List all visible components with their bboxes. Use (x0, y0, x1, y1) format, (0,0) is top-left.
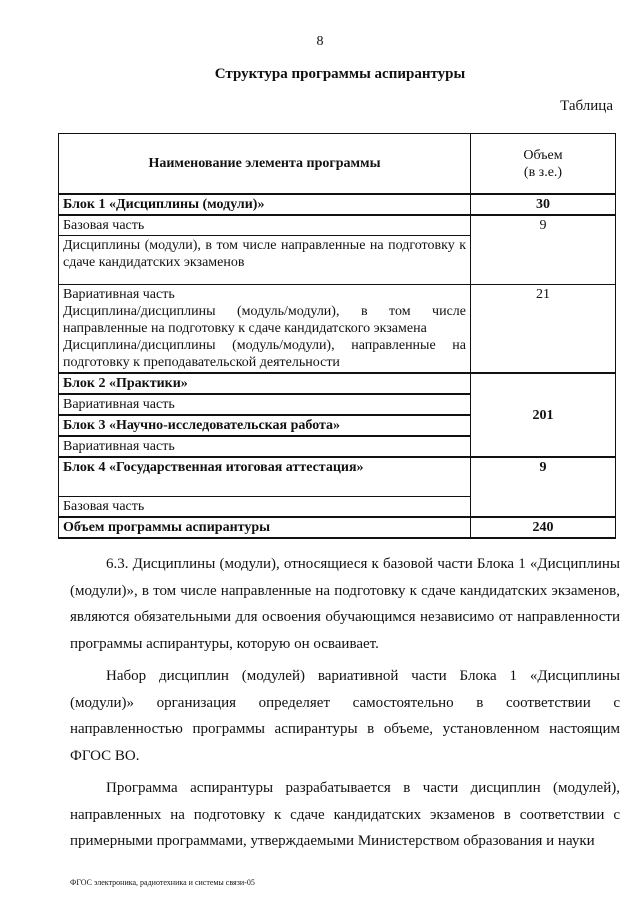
block1-variative-part: Вариативная часть (63, 287, 175, 302)
table-header-row (59, 134, 616, 195)
page-number: 8 (316, 34, 324, 49)
paragraph-6-3: 6.3. Дисциплины (модули), относящиеся к базовой части Блока 1 «Дисциплины (модули)», в том числе направленные на подготовку к сдаче кандидатских экзаменов, являются обязательными для освоения обучающимся независимо от направленности программы аспирантуры, которую он осваивает. (70, 556, 620, 652)
block1-row (59, 194, 616, 215)
block2-title: Блок 2 «Практики» (59, 373, 471, 394)
block3-variative-part: Вариативная часть (59, 436, 471, 457)
block4-base-part: Базовая часть (59, 497, 471, 518)
header-name-cell: Наименование элемента программы (59, 134, 471, 195)
block1-title: Блок 1 «Дисциплины (модули)» (59, 194, 471, 215)
block1-base-disciplines: Дисциплины (модули), в том числе направленные на подготовку к сдаче кандидатских экзаменов (59, 236, 471, 285)
block2-variative-part: Вариативная часть (59, 394, 471, 415)
block3-title: Блок 3 «Научно-исследовательская работа» (59, 415, 471, 436)
block1-base-part: Базовая часть (59, 215, 471, 236)
block1-base-row (59, 215, 616, 236)
paragraph-variative: Набор дисциплин (модулей) вариативной части Блока 1 «Дисциплины (модули)» организация определяет самостоятельно в соответствии с направленностью программы аспирантуры в объеме, установленном настоящим ФГОС ВО. (70, 668, 620, 764)
block1-variative-row (59, 285, 616, 374)
header-volume-cell (471, 134, 616, 195)
program-structure-table (58, 133, 616, 539)
document-title: Структура программы аспирантуры (214, 66, 466, 82)
total-volume: 240 (471, 517, 616, 538)
header-volume-line2: (в з.е.) (523, 164, 563, 180)
block2-row (59, 373, 616, 394)
table-caption: Таблица (560, 98, 613, 114)
total-row (59, 517, 616, 538)
block1-volume: 30 (471, 194, 616, 215)
blocks23-volume: 201 (471, 373, 616, 457)
total-label: Объем программы аспирантуры (59, 517, 471, 538)
block4-volume: 9 (471, 457, 616, 517)
page-footer: ФГОС электроника, радиотехника и системы связи-05 (70, 878, 255, 887)
paragraph-program: Программа аспирантуры разрабатывается в части дисциплин (модулей), направленных на подготовку к сдаче кандидатских экзаменов в соответствии с примерными программами, утверждаемыми Министерством образования и науки (70, 780, 620, 849)
block1-base-volume: 9 (471, 215, 616, 285)
block1-variative-line1: Дисциплина/дисциплины (модуль/модули), в том числе направленные на подготовку к сдаче кандидатского экзамена (63, 304, 466, 336)
block1-variative-cell (59, 285, 471, 374)
body-text (70, 551, 620, 861)
block4-title: Блок 4 «Государственная итоговая аттестация» (59, 457, 471, 497)
block1-variative-line2: Дисциплина/дисциплины (модуль/модули), направленные на подготовку к преподавательской деятельности (63, 338, 466, 370)
block4-row (59, 457, 616, 497)
header-volume-line1: Объем (523, 147, 563, 163)
block1-variative-volume: 21 (471, 285, 616, 374)
